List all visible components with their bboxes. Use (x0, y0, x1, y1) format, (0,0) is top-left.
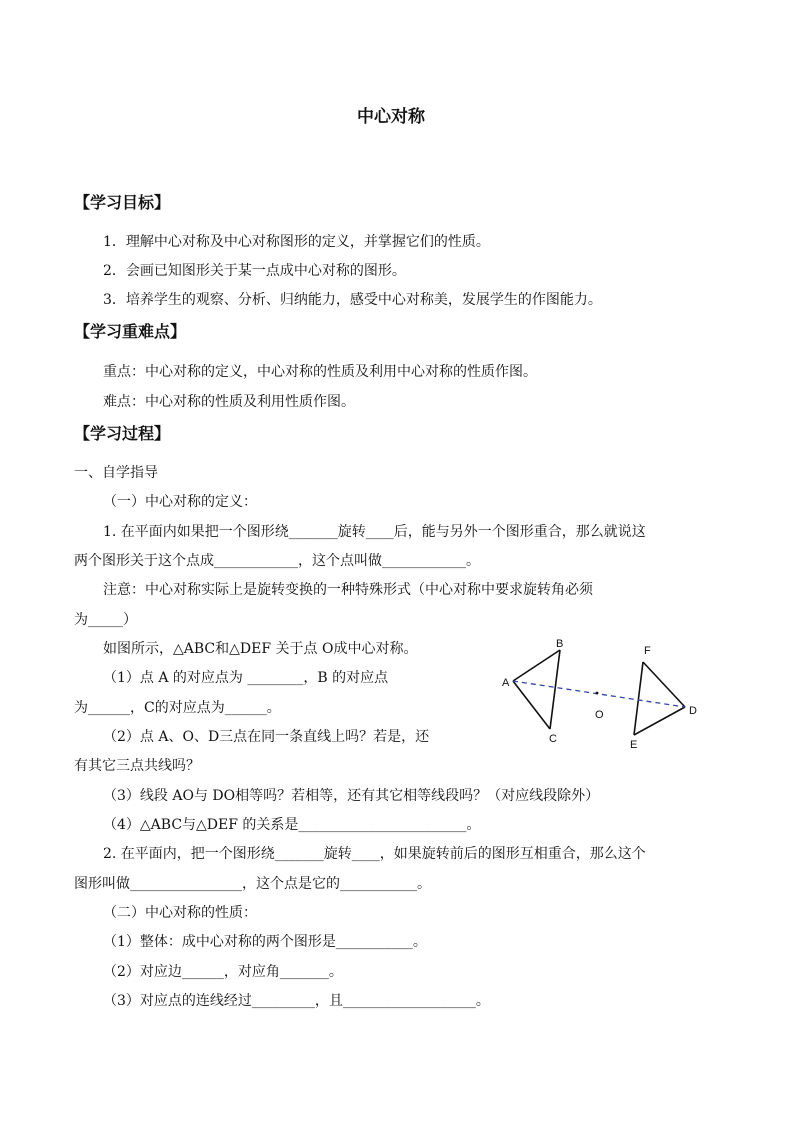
part-4: （4）△ABC与△DEF 的关系是________________________。 (103, 817, 481, 833)
label-o: O (595, 709, 604, 721)
process-heading: 【学习过程】 (74, 424, 171, 443)
label-a: A (502, 677, 510, 689)
key-point-item: 难点：中心对称的性质及利用性质作图。 (103, 394, 355, 410)
objective-item: 2．会画已知图形关于某一点成中心对称的图形。 (103, 263, 406, 279)
part-1-line-1: （1）点 A 的对应点为 ________，B 的对应点 (103, 670, 389, 686)
property-item: （2）对应边______，对应角_______。 (103, 964, 343, 980)
objective-item: 1．理解中心对称及中心对称图形的定义，并掌握它们的性质。 (103, 234, 490, 250)
label-b: B (556, 638, 564, 650)
property-item: （3）对应点的连线经过_________，且___________________。 (103, 993, 490, 1009)
question-1-line-2: 两个图形关于这个点成____________，这个点叫做____________。 (74, 553, 480, 569)
note-line-2: 为_____） (74, 612, 137, 628)
part-1-line-2: 为______，C的对应点为______。 (74, 700, 281, 716)
question-2-line-2: 图形叫做________________，这个点是它的___________。 (74, 876, 431, 892)
part-2-line-1: （2）点 A、O、D三点在同一条直线上吗？若是，还 (103, 729, 430, 745)
objective-item: 3．培养学生的观察、分析、归纳能力，感受中心对称美，发展学生的作图能力。 (103, 292, 602, 308)
page-title: 中心对称 (357, 107, 425, 127)
section-heading: 一、自学指导 (74, 465, 158, 481)
property-item: （1）整体：成中心对称的两个图形是___________。 (103, 934, 427, 950)
subsection-heading: （一）中心对称的定义： (103, 494, 257, 510)
figure-intro: 如图所示，△ABC和△DEF 关于点 O成中心对称。 (103, 641, 418, 657)
key-point-item: 重点：中心对称的定义，中心对称的性质及利用中心对称的性质作图。 (103, 364, 537, 380)
central-symmetry-figure (495, 632, 720, 757)
question-1-line-1: 1. 在平面内如果把一个图形绕_______旋转____后，能与另外一个图形重合，那么就说这 (103, 524, 646, 540)
part-3: （3）线段 AO与 DO相等吗？若相等，还有其它相等线段吗？（对应线段除外） (103, 788, 600, 804)
label-f: F (644, 645, 651, 657)
triangle-abc (513, 650, 560, 729)
objectives-heading: 【学习目标】 (74, 193, 171, 212)
label-e: E (630, 739, 638, 751)
point-o (596, 692, 599, 695)
subsection-heading: （二）中心对称的性质： (103, 905, 257, 921)
question-2-line-1: 2. 在平面内，把一个图形绕_______旋转____，如果旋转前后的图形互相重合，那么这个 (103, 846, 646, 862)
note-line-1: 注意：中心对称实际上是旋转变换的一种特殊形式（中心对称中要求旋转角必须 (103, 582, 593, 598)
label-d: D (689, 705, 697, 717)
key-points-heading: 【学习重难点】 (74, 322, 187, 341)
triangle-def (634, 662, 685, 735)
segment-ad-dashed (513, 681, 685, 707)
label-c: C (549, 733, 557, 745)
part-2-line-2: 有其它三点共线吗？ (74, 758, 200, 774)
